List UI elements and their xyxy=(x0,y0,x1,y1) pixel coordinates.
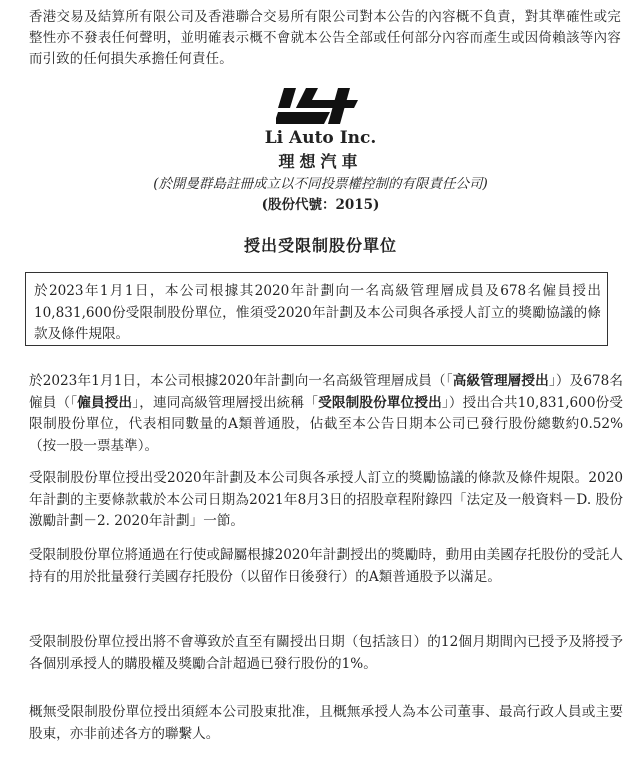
paragraph-shareholder-approval: 概無受限制股份單位授出須經本公司股東批准，且概無承授人為本公司董事、最高行政人員或主要股東，亦非前述各方的聯繫人。 xyxy=(29,704,623,742)
term-employee-grant: 僱員授出 xyxy=(77,394,133,411)
li-auto-logo-icon xyxy=(276,86,366,126)
company-name-en: Li Auto Inc. xyxy=(264,128,377,148)
p1-text-d: 」，連同高級管理層授出統稱「 xyxy=(132,394,319,411)
paragraph-ads-satisfaction: 受限制股份單位將通過在行使或歸屬根據2020年計劃授出的獎勵時，動用由美國存托股份的受託人持有的用於批量發行美國存托股份（以留作日後發行）的A類普通股予以滿足。 xyxy=(29,547,623,585)
paragraph-plan-terms: 受限制股份單位授出受2020年計劃及本公司與各承授人訂立的獎勵協議的條款及條件規限。2020年計劃的主要條款載於本公司日期為2021年8月3日的招股章程附錄四「法定及一般資料－D. 股份激勵計劃－2. 2020年計劃」一節。 xyxy=(29,470,623,529)
stock-code: (股份代號：2015) xyxy=(261,197,380,213)
paragraph-one-percent-limit: 受限制股份單位授出將不會導致於直至有關授出日期（包括該日）的12個月期間內已授予及將授予各個別承授人的購股權及獎勵合計超過已發行股份的1%。 xyxy=(29,634,623,672)
incorporation-note: (於開曼群島註冊成立以不同投票權控制的有限責任公司) xyxy=(153,176,488,192)
term-senior-management-grant: 高級管理層授出 xyxy=(452,373,549,389)
term-rsu-grant: 受限制股份單位授出 xyxy=(318,394,442,411)
p1-text-e: 」）授出合共10,831,600份受限制股份單位，代表相同數量的A類普通股，佔截至本公告日期本公司已發行股份總數約0.52%（按一股一票基準）。 xyxy=(29,394,623,454)
disclaimer-text: 香港交易及結算所有限公司及香港聯合交易所有限公司對本公告的內容概不負責，對其準確性或完整性亦不發表任何聲明，並明確表示概不會就本公告全部或任何部分內容而產生或因倚賴該等內容而引致的任何損失承擔任何責任。 xyxy=(29,10,621,67)
announcement-title: 授出受限制股份單位 xyxy=(243,236,397,255)
p1-text-a: 於2023年1月1日，本公司根據2020年計劃向一名高級管理層成員（「 xyxy=(29,373,453,389)
paragraph-grant-details xyxy=(29,371,623,457)
summary-text: 於2023年1月1日，本公司根據其2020年計劃向一名高級管理層成員及678名僱員授出10,831,600份受限制股份單位，惟須受2020年計劃及本公司與各承授人訂立的獎勵協議的條款及條件規限。 xyxy=(34,283,601,342)
summary-box xyxy=(25,272,608,346)
company-name-zh: 理想汽車 xyxy=(278,152,363,171)
p1-text-c: 」）及678名僱員（「 xyxy=(29,373,624,411)
